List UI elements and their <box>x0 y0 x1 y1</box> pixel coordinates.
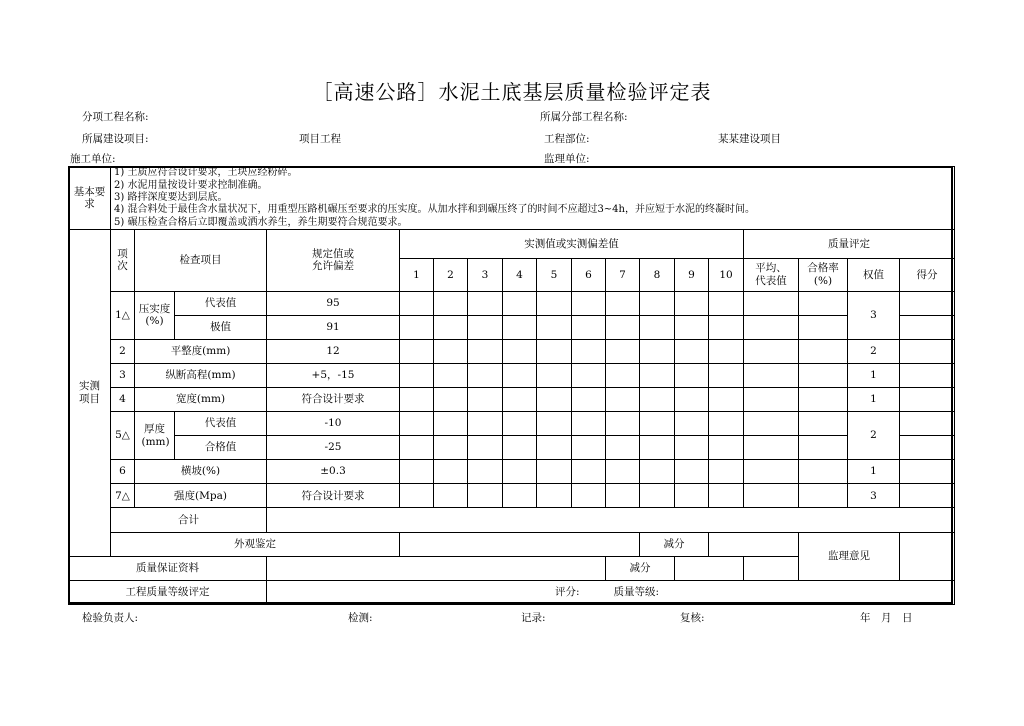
spec-value: ±0.3 <box>267 460 400 484</box>
check-item-compaction: 压实度(%) <box>135 291 175 339</box>
weight-value: 2 <box>848 339 900 363</box>
requirement-item: 3) 路拌深度要达到层底。 <box>114 191 228 203</box>
item-no: 7△ <box>111 484 135 508</box>
measure-col: 5 <box>537 259 572 291</box>
col-item-no: 项次 <box>111 230 135 291</box>
construction-label: 所属建设项目: <box>82 133 149 145</box>
supervisor-opinion-label: 监理意见 <box>799 532 900 580</box>
sub-item: 代表值 <box>175 291 267 315</box>
weight-value: 3 <box>848 291 900 339</box>
spec-value: +5，-15 <box>267 363 400 387</box>
measure-col: 9 <box>675 259 709 291</box>
sub-item: 极值 <box>175 315 267 339</box>
contractor-label: 施工单位: <box>70 153 116 165</box>
sub-item: 代表值 <box>175 412 267 436</box>
sub-item: 合格值 <box>175 436 267 460</box>
measure-col: 2 <box>434 259 468 291</box>
col-score: 得分 <box>900 259 955 291</box>
item-no: 3 <box>111 363 135 387</box>
appearance-label: 外观鉴定 <box>111 532 400 556</box>
deduct-label: 减分 <box>640 532 709 556</box>
item-no: 6 <box>111 460 135 484</box>
measure-col: 3 <box>468 259 503 291</box>
item-no: 2 <box>111 339 135 363</box>
requirement-item: 5) 碾压检查合格后立即覆盖或洒水养生，养生期要符合规范要求。 <box>114 216 408 228</box>
measure-col: 1 <box>400 259 434 291</box>
item-no: 5△ <box>111 412 135 460</box>
col-measured: 实测值或实测偏差值 <box>400 230 744 259</box>
deduct-label: 减分 <box>606 556 675 580</box>
total-label: 合计 <box>111 508 267 532</box>
date-label: 年 月 日 <box>860 612 913 624</box>
col-spec: 规定值或允许偏差 <box>267 230 400 291</box>
col-pass-rate: 合格率(%) <box>799 259 848 291</box>
spec-value: 95 <box>267 291 400 315</box>
measure-col: 7 <box>606 259 640 291</box>
check-item-flatness: 平整度(mm) <box>135 339 267 363</box>
spec-value: -25 <box>267 436 400 460</box>
score-label: 评分: <box>267 580 606 604</box>
check-item-elevation: 纵断高程(mm) <box>135 363 267 387</box>
weight-value: 1 <box>848 460 900 484</box>
construction-value: 项目工程 <box>299 133 341 145</box>
measured-items-section: 实测项目 <box>69 230 111 556</box>
requirement-item: 4) 混合料处于最佳含水量状况下，用重型压路机碾压至要求的压实度。从加水拌和到碾压终了的时间不应超过3~4h，并应短于水泥的终凝时间。 <box>114 204 755 216</box>
check-item-crossfall: 横坡(%) <box>135 460 267 484</box>
check-item-thickness: 厚度(mm) <box>135 412 175 460</box>
spec-value: 符合设计要求 <box>267 387 400 411</box>
requirement-item: 1) 土质应符合设计要求，土块应经粉碎。 <box>114 167 298 179</box>
item-no: 4 <box>111 387 135 411</box>
spec-value: 12 <box>267 339 400 363</box>
measure-col: 4 <box>503 259 537 291</box>
quality-level-label: 质量等级: <box>606 580 955 604</box>
col-quality: 质量评定 <box>744 230 955 259</box>
weight-value: 2 <box>848 412 900 460</box>
location-label: 工程部位: <box>544 133 590 145</box>
spec-value: 符合设计要求 <box>267 484 400 508</box>
spec-value: -10 <box>267 412 400 436</box>
sub-project-label: 分项工程名称: <box>82 111 149 123</box>
supervisor-label: 监理单位: <box>544 153 590 165</box>
measure-col: 6 <box>572 259 606 291</box>
requirement-item: 2) 水泥用量按设计要求控制准确。 <box>114 179 268 191</box>
division-label: 所属分部工程名称: <box>540 111 628 123</box>
basic-requirements-label: 基本要求 <box>69 167 111 230</box>
measure-col: 8 <box>640 259 675 291</box>
basic-requirements-list <box>111 167 955 230</box>
check-item-width: 宽度(mm) <box>135 387 267 411</box>
grade-label: 工程质量等级评定 <box>69 580 267 604</box>
evaluation-table <box>68 166 955 605</box>
testing-label: 检测: <box>348 612 373 624</box>
page-title: ［高速公路］水泥土底基层质量检验评定表 <box>312 80 712 104</box>
col-check-item: 检查项目 <box>135 230 267 291</box>
weight-value: 1 <box>848 387 900 411</box>
item-no: 1△ <box>111 291 135 339</box>
weight-value: 3 <box>848 484 900 508</box>
col-avg: 平均、代表值 <box>744 259 799 291</box>
col-weight: 权值 <box>848 259 900 291</box>
review-label: 复核: <box>680 612 705 624</box>
inspector-label: 检验负责人: <box>82 612 139 624</box>
check-item-strength: 强度(Mpa) <box>135 484 267 508</box>
weight-value: 1 <box>848 363 900 387</box>
spec-value: 91 <box>267 315 400 339</box>
location-value: 某某建设项目 <box>718 133 781 145</box>
record-label: 记录: <box>521 612 546 624</box>
quality-docs-label: 质量保证资料 <box>69 556 267 580</box>
measure-col: 10 <box>709 259 744 291</box>
